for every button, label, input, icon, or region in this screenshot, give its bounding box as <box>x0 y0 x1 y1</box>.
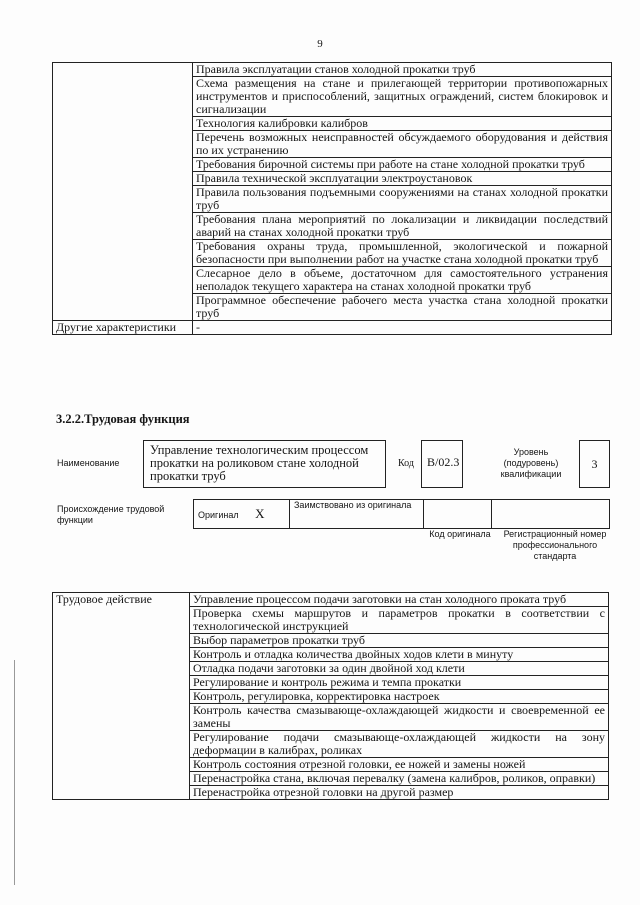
table-row <box>53 593 609 607</box>
caption-reg: Регистрационный номер профессионального стандарта <box>503 529 607 561</box>
labor-action-item: Перенастройка стана, включая перевалку (замена калибров, роликов, оправки) <box>190 772 609 786</box>
knowledge-item: Требования бирочной системы при работе на стане холодной прокатки труб <box>193 158 612 172</box>
other-characteristics-label: Другие характеристики <box>53 321 193 335</box>
origin-table <box>193 499 610 529</box>
labor-action-item: Проверка схемы маршрутов и параметров прокатки в соответствии с технологической инструкцией <box>190 607 609 634</box>
labor-action-item: Контроль, регулировка, корректировка настроек <box>190 690 609 704</box>
knowledge-item: Технология калибровки калибров <box>193 117 612 131</box>
labor-action-item: Управление процессом подачи заготовки на стан холодного проката труб <box>190 593 609 607</box>
origin-label: Происхождение трудовой функции <box>57 504 165 525</box>
section-title: 3.2.2.Трудовая функция <box>56 412 190 426</box>
labor-action-item: Регулирование подачи смазывающе-охлаждающей жидкости на зону деформации в калибрах, роликах <box>190 731 609 758</box>
other-characteristics-value: - <box>193 321 612 335</box>
knowledge-item: Перечень возможных неисправностей обсуждаемого оборудования и действия по их устранению <box>193 131 612 158</box>
labor-action-item: Регулирование и контроль режима и темпа прокатки <box>190 676 609 690</box>
knowledge-item: Требования плана мероприятий по локализации и ликвидации последствий аварий на станах холодной прокатки труб <box>193 213 612 240</box>
label-cell-empty <box>53 63 193 321</box>
reg-number-cell <box>492 500 610 529</box>
labor-action-item: Контроль качества смазывающе-охлаждающей жидкости и своевременной ее замены <box>190 704 609 731</box>
name-label: Наименование <box>57 458 120 468</box>
knowledge-item: Программное обеспечение рабочего места участка стана холодной прокатки труб <box>193 294 612 321</box>
labor-action-item: Контроль и отладка количества двойных ходов клети в минуту <box>190 648 609 662</box>
knowledge-item: Правила пользования подъемными сооружениями на станах холодной прокатки труб <box>193 186 612 213</box>
original-cell <box>194 500 290 529</box>
original-mark: X <box>255 505 265 521</box>
labor-action-item: Отладка подачи заготовки за один двойной ход клети <box>190 662 609 676</box>
level-label: Уровень (подуровень) квалификации <box>500 447 562 479</box>
borrowed-cell: Заимствовано из оригинала <box>290 500 424 529</box>
knowledge-item: Требования охраны труда, промышленной, экологической и пожарной безопасности при выполнении работ на участке стана холодной прокатки труб <box>193 240 612 267</box>
table-row <box>53 63 612 77</box>
knowledge-item: Правила эксплуатации станов холодной прокатки труб <box>193 63 612 77</box>
original-label: Оригинал <box>198 509 239 520</box>
function-name-box: Управление технологическим процессом прокатки на роликовом стане холодной прокатки труб <box>143 440 386 488</box>
knowledge-item: Схема размещения на стане и прилегающей территории противопожарных инструментов и приспособлений, защитных ограждений, систем блокировок и сигнализации <box>193 77 612 117</box>
knowledge-table <box>52 62 612 335</box>
labor-actions-table <box>52 592 609 800</box>
labor-action-item: Контроль состояния отрезной головки, ее ножей и замены ножей <box>190 758 609 772</box>
labor-action-item: Перенастройка отрезной головки на другой размер <box>190 786 609 800</box>
table-row <box>53 321 612 335</box>
labor-action-item: Выбор параметров прокатки труб <box>190 634 609 648</box>
code-box: В/02.3 <box>421 440 463 488</box>
code-label: Код <box>398 458 414 469</box>
caption-code: Код оригинала <box>429 529 491 539</box>
knowledge-item: Правила технической эксплуатации электроустановок <box>193 172 612 186</box>
knowledge-item: Слесарное дело в объеме, достаточном для самостоятельного устранения неполадок текущего характера на станах холодной прокатки труб <box>193 267 612 294</box>
labor-action-label: Трудовое действие <box>53 593 190 800</box>
original-code-cell <box>424 500 492 529</box>
page-number: 9 <box>317 38 323 50</box>
level-box: 3 <box>579 440 610 488</box>
scan-edge-line <box>14 660 15 885</box>
